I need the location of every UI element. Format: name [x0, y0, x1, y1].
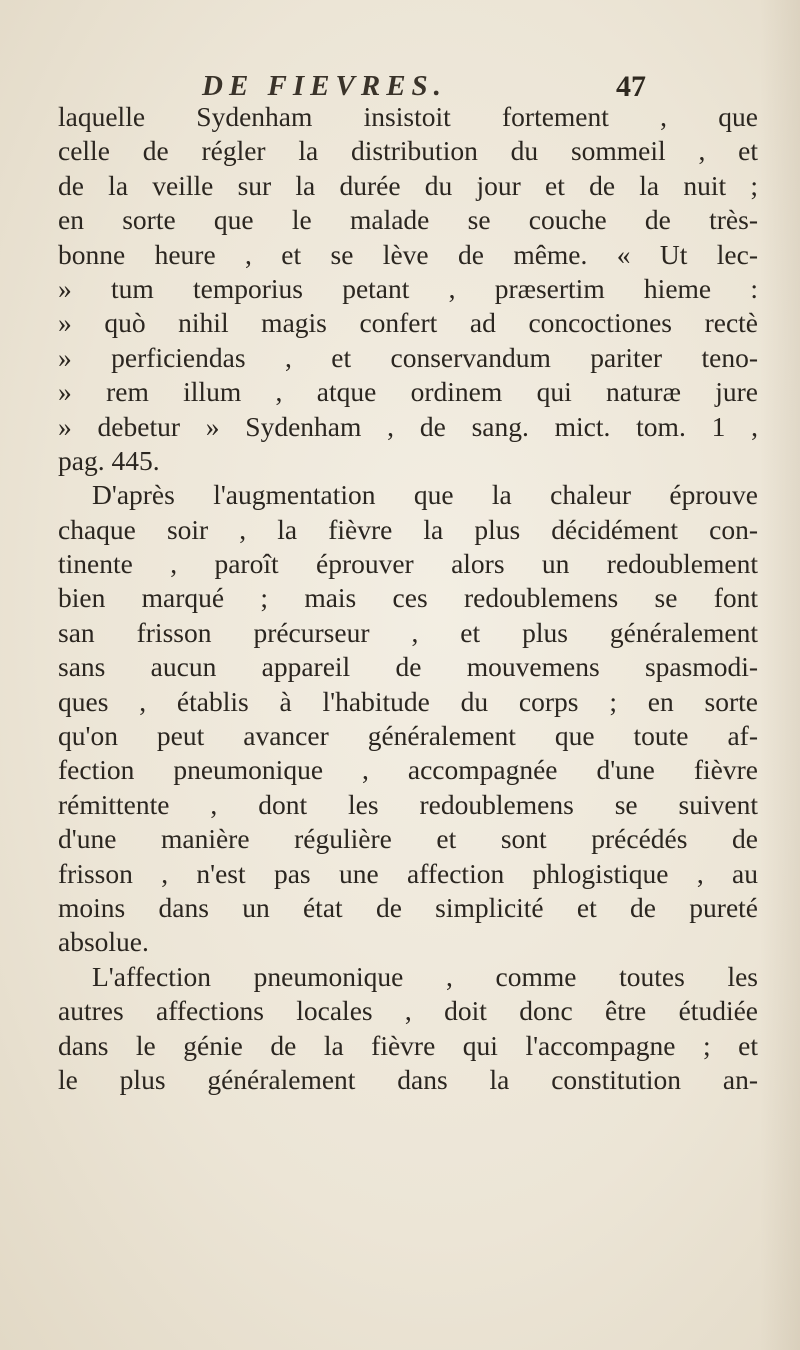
text-line: autres affections locales , doit donc être étudiée [58, 995, 758, 1027]
text-line: rémittente , dont les redoublemens se suivent [58, 788, 758, 820]
text-line: sans aucun appareil de mouvemens spasmodi- [58, 651, 758, 683]
text-line: bien marqué ; mais ces redoublemens se font [58, 582, 758, 614]
text-line: de la veille sur la durée du jour et de la nuit ; [58, 169, 758, 201]
text-line: pag. 445. [58, 444, 160, 476]
text-line: d'une manière régulière et sont précédés de [58, 823, 758, 855]
text-line: » rem illum , atque ordinem qui naturæ jure [58, 376, 758, 408]
text-line: san frisson précurseur , et plus généralement [58, 616, 758, 648]
text-line: tinente , paroît éprouver alors un redoublement [58, 548, 758, 580]
text-line: ques , établis à l'habitude du corps ; en sorte [58, 685, 758, 717]
text-line: moins dans un état de simplicité et de pureté [58, 891, 758, 923]
text-line: en sorte que le malade se couche de très- [58, 204, 758, 236]
text-line: frisson , n'est pas une affection phlogistique , au [58, 857, 758, 889]
text-line: » debetur » Sydenham , de sang. mict. tom. 1 , [58, 410, 758, 442]
text-line: » quò nihil magis confert ad concoctiones rectè [58, 307, 758, 339]
text-line: celle de régler la distribution du sommeil , et [58, 135, 758, 167]
running-title: DE FIEVRES. [202, 70, 447, 102]
text-line: bonne heure , et se lève de même. « Ut lec- [58, 238, 758, 270]
text-line: L'affection pneumonique , comme toutes les [92, 960, 758, 992]
page-edge-shadow [760, 0, 800, 1350]
text-line: » tum temporius petant , præsertim hieme : [58, 272, 758, 304]
text-line: D'après l'augmentation que la chaleur éprouve [92, 479, 758, 511]
text-line: absolue. [58, 926, 149, 958]
text-line: laquelle Sydenham insistoit fortement , que [58, 101, 758, 132]
text-line: qu'on peut avancer généralement que toute af- [58, 720, 758, 752]
text-line: » perficiendas , et conservandum pariter teno- [58, 341, 758, 373]
text-line: chaque soir , la fièvre la plus décidément con- [58, 513, 758, 545]
body-text [58, 100, 758, 1097]
page-number: 47 [616, 70, 646, 103]
text-line: dans le génie de la fièvre qui l'accompagne ; et [58, 1029, 758, 1061]
text-line: le plus généralement dans la constitution an- [58, 1063, 758, 1095]
text-line: fection pneumonique , accompagnée d'une fièvre [58, 754, 758, 786]
